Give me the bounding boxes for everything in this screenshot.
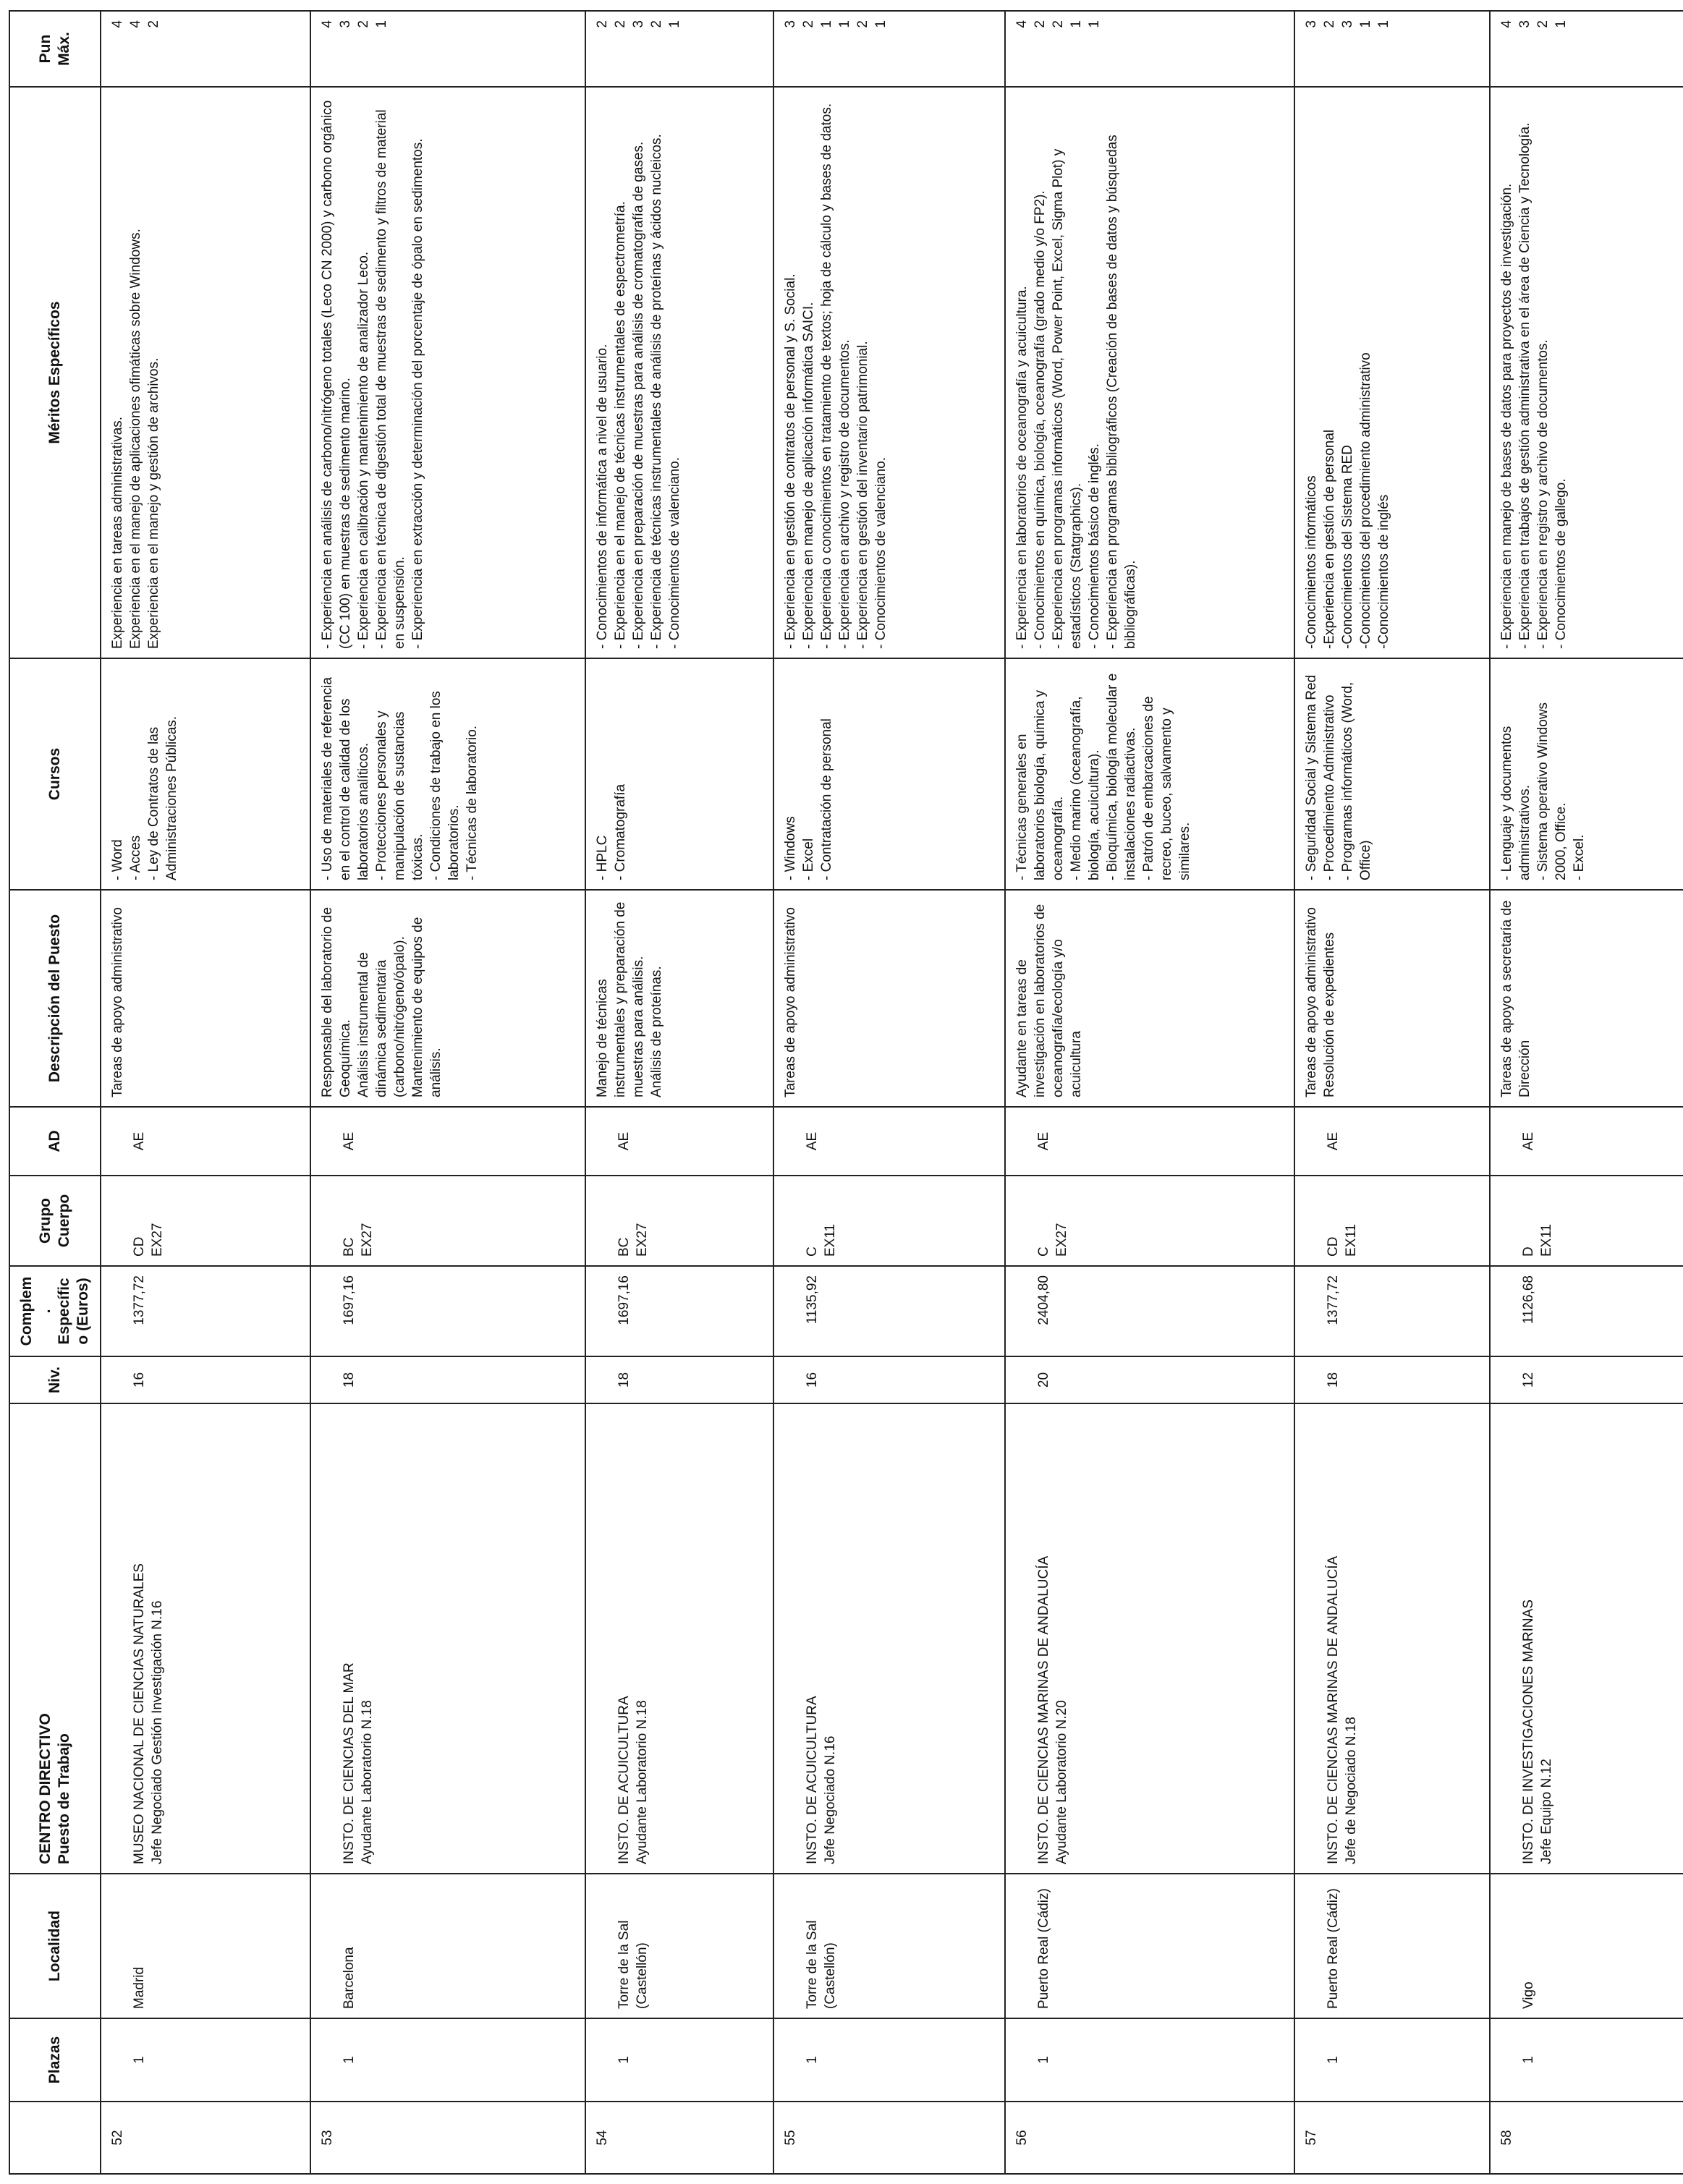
merito-item: - Experiencia en análisis de carbono/nitrógeno totales (Leco CN 2000) y carbono orgánico (CC 100) en muestras de sedimento marino.: [320, 100, 353, 649]
grupo-value: C: [1036, 1246, 1051, 1257]
puntos-value: 2: [613, 20, 628, 28]
puntos-value: 1: [667, 20, 682, 28]
puntos-value: 1: [819, 20, 834, 28]
puntos-value: 2: [1033, 20, 1048, 28]
puesto-name: Ayudante Laboratorio N.18: [635, 1700, 650, 1864]
puntos-cell: [585, 11, 773, 87]
row-number: 58: [1490, 2102, 1683, 2174]
merito-item: - Conocimientos de valenciano.: [667, 456, 682, 649]
localidad-cell: Puerto Real (Cádiz): [1005, 1874, 1294, 2018]
row-number: 53: [310, 2102, 585, 2174]
ad-cell: AE: [1005, 1107, 1294, 1176]
cuerpo-value: EX27: [360, 1223, 375, 1257]
ad-cell: AE: [585, 1107, 773, 1176]
cuerpo-value: EX11: [1539, 1223, 1554, 1257]
descripcion-line: Responsable del laboratorio de Geoquímica.: [320, 906, 353, 1097]
centro-puesto-cell: [773, 1403, 1005, 1874]
table-row: [773, 11, 1005, 2174]
descripcion-line: Tareas de apoyo administrativo: [783, 907, 798, 1097]
grupo-cuerpo-cell: [773, 1176, 1005, 1266]
curso-item: - Sistema operativo Windows 2000, Office.: [1535, 702, 1569, 880]
puntos-value: 3: [1517, 20, 1532, 28]
cuerpo-value: EX11: [1344, 1223, 1359, 1257]
puntos-cell: [101, 11, 310, 87]
puesto-name: Ayudante Laboratorio N.20: [1054, 1700, 1069, 1864]
complemento-cell: 2404,80: [1005, 1266, 1294, 1356]
puntos-value: 2: [1322, 20, 1337, 28]
merito-item: - Experiencia en preparación de muestras para análisis de cromatografía de gases.: [631, 141, 646, 649]
curso-item: - Ley de Contratos de las Administraciones Públicas.: [146, 715, 179, 880]
puntos-value: 1: [1087, 20, 1102, 28]
cuerpo-value: EX11: [823, 1223, 838, 1257]
meritos-cell: [1294, 87, 1490, 658]
table-body: [101, 11, 1683, 2174]
descripcion-cell: [1294, 890, 1490, 1107]
complemento-cell: 1697,16: [310, 1266, 585, 1356]
curso-item: - Excel.: [1572, 834, 1587, 880]
meritos-cell: [1005, 87, 1294, 658]
descripcion-cell: [101, 890, 310, 1107]
merito-item: Experiencia en el manejo de aplicaciones ofimáticas sobre Windows.: [128, 229, 143, 649]
meritos-cell: [1490, 87, 1683, 658]
merito-item: - Experiencia en registro y archivo de documentos.: [1535, 339, 1551, 649]
descripcion-line: Tareas de apoyo administrativo: [110, 907, 125, 1097]
puntos-value: 4: [1499, 20, 1514, 28]
meritos-cell: [773, 87, 1005, 658]
merito-item: -Experiencia en gestión de personal: [1322, 429, 1337, 649]
puntos-value: 3: [1340, 20, 1355, 28]
puntos-value: 2: [1535, 20, 1551, 28]
ad-cell: AE: [101, 1107, 310, 1176]
table-row: [310, 11, 585, 2174]
merito-item: Experiencia en el manejo y gestión de archivos.: [146, 357, 161, 649]
merito-item: - Experiencia en manejo de bases de datos para proyectos de investigación.: [1499, 183, 1514, 649]
header-number: [9, 2102, 101, 2174]
grupo-cuerpo-cell: [1294, 1176, 1490, 1266]
complemento-cell: 1697,16: [585, 1266, 773, 1356]
row-number: 57: [1294, 2102, 1490, 2174]
grupo-cuerpo-cell: [101, 1176, 310, 1266]
nivel-cell: 18: [310, 1356, 585, 1403]
header-nivel: Niv.: [9, 1356, 101, 1403]
curso-item: - Protecciones personales y manipulación de sustancias tóxicas.: [374, 710, 425, 880]
curso-item: - Bioquímica, biología molecular e instalaciones radiactivas.: [1105, 673, 1138, 880]
table-row: [1490, 11, 1683, 2174]
curso-item: - Programas informáticos (Word, Office): [1340, 681, 1373, 880]
plazas-cell: 1: [1490, 2018, 1683, 2102]
grupo-value: BC: [342, 1237, 357, 1257]
grupo-value: BC: [616, 1237, 632, 1257]
puesto-name: Jefe de Negociado N.18: [1344, 1717, 1359, 1864]
grupo-cuerpo-cell: [1490, 1176, 1683, 1266]
curso-item: - Medio marino (oceanografía, biología, acuicultura).: [1069, 696, 1102, 880]
centro-puesto-cell: [101, 1403, 310, 1874]
curso-item: - Seguridad Social y Sistema Red: [1304, 674, 1319, 880]
curso-item: - HPLC: [595, 835, 610, 880]
row-number: 52: [101, 2102, 310, 2174]
descripcion-line: Resolución de expedientes: [1322, 932, 1337, 1097]
plazas-cell: 1: [585, 2018, 773, 2102]
puntos-value: 2: [1051, 20, 1066, 28]
merito-item: - Experiencia en extracción y determinación del porcentaje de ópalo en sedimentos.: [410, 138, 425, 649]
puntos-value: 1: [873, 20, 889, 28]
plazas-cell: 1: [1005, 2018, 1294, 2102]
curso-item: - Patrón de embarcaciones de recreo, buceo, salvamento y similares.: [1141, 696, 1192, 880]
curso-item: - Word: [110, 839, 125, 880]
centro-name: INSTO. DE INVESTIGACIONES MARINAS: [1521, 1599, 1536, 1864]
row-number: 56: [1005, 2102, 1294, 2174]
curso-item: - Windows: [783, 816, 798, 880]
merito-item: - Experiencia en gestión de contratos de personal y S. Social.: [783, 273, 798, 649]
meritos-cell: [310, 87, 585, 658]
puntos-cell: [1490, 11, 1683, 87]
plazas-cell: 1: [1294, 2018, 1490, 2102]
curso-item: - Contratación de personal: [819, 718, 834, 880]
puntos-value: 3: [783, 20, 798, 28]
nivel-cell: 16: [773, 1356, 1005, 1403]
puntos-value: 1: [1358, 20, 1373, 28]
centro-puesto-cell: [1490, 1403, 1683, 1874]
cursos-cell: [1294, 658, 1490, 890]
job-positions-table: [9, 10, 1683, 2175]
header-meritos: Méritos Específicos: [9, 87, 101, 658]
puntos-value: 4: [1014, 20, 1030, 28]
header-row: [9, 11, 101, 2174]
puesto-name: Jefe Equipo N.12: [1539, 1759, 1554, 1864]
curso-item: - Uso de materiales de referencia en el control de calidad de los laboratorios analíticos.: [320, 677, 371, 880]
header-ad: AD: [9, 1107, 101, 1176]
centro-puesto-cell: [1294, 1403, 1490, 1874]
grupo-cuerpo-cell: [1005, 1176, 1294, 1266]
curso-item: - Lenguaje y documentos administrativos.: [1499, 726, 1532, 880]
row-number: 54: [585, 2102, 773, 2174]
descripcion-line: Mantenimiento de equipos de análisis.: [410, 917, 444, 1097]
merito-item: - Conocimientos de gallego.: [1553, 478, 1569, 649]
merito-item: - Experiencia en trabajos de gestión administrativa en el área de Ciencia y Tecnología.: [1517, 122, 1532, 649]
header-plazas: Plazas: [9, 2018, 101, 2102]
centro-puesto-cell: [585, 1403, 773, 1874]
curso-item: - Procedimiento Administrativo: [1322, 694, 1337, 880]
merito-item: -Conocimientos de inglés: [1376, 494, 1391, 649]
puntos-value: 1: [837, 20, 852, 28]
centro-name: INSTO. DE CIENCIAS MARINAS DE ANDALUCÍA: [1326, 1555, 1341, 1864]
puntos-value: 2: [595, 20, 610, 28]
meritos-cell: [101, 87, 310, 658]
descripcion-cell: [1490, 890, 1683, 1107]
merito-item: - Experiencia en el manejo de técnicas instrumentales de espectrometría.: [613, 201, 628, 649]
curso-item: - Acces: [128, 835, 143, 880]
descripcion-cell: [1005, 890, 1294, 1107]
puntos-value: 1: [1069, 20, 1084, 28]
grupo-value: CD: [1326, 1236, 1341, 1257]
merito-item: - Conocimientos básico de inglés.: [1087, 443, 1102, 649]
puesto-name: Ayudante Laboratorio N.18: [360, 1700, 375, 1864]
merito-item: - Experiencia en manejo de aplicación informática SAICI.: [801, 302, 816, 649]
cursos-cell: [773, 658, 1005, 890]
meritos-cell: [585, 87, 773, 658]
descripcion-cell: [773, 890, 1005, 1107]
plazas-cell: 1: [310, 2018, 585, 2102]
curso-item: - Excel: [801, 838, 816, 880]
descripcion-cell: [310, 890, 585, 1107]
puesto-name: Jefe Negociado N.16: [823, 1735, 838, 1864]
header-puntos: Pun Máx.: [9, 11, 101, 87]
plazas-cell: 1: [101, 2018, 310, 2102]
descripcion-line: Manejo de técnicas instrumentales y preparación de muestras para análisis.: [595, 901, 646, 1097]
merito-item: - Experiencia de técnicas instrumentales de análisis de proteínas y ácidos nucleicos.: [649, 134, 664, 649]
merito-item: -Conocimientos del Sistema RED: [1340, 445, 1355, 649]
nivel-cell: 12: [1490, 1356, 1683, 1403]
descripcion-line: Análisis de proteínas.: [649, 966, 664, 1097]
curso-item: - Condiciones de trabajo en los laboratorios.: [428, 691, 462, 880]
merito-item: -Conocimientos del procedimiento administrativo: [1358, 352, 1373, 649]
centro-name: INSTO. DE CIENCIAS MARINAS DE ANDALUCÍA: [1036, 1555, 1051, 1864]
ad-cell: AE: [310, 1107, 585, 1176]
descripcion-line: Análisis instrumental de dinámica sedimentaria (carbono/nitrógeno/ópalo).: [356, 936, 407, 1097]
header-descripcion: Descripción del Puesto: [9, 890, 101, 1107]
puntos-value: 1: [1553, 20, 1569, 28]
puntos-value: 3: [631, 20, 646, 28]
puntos-value: 2: [356, 20, 371, 28]
centro-name: INSTO. DE ACUICULTURA: [805, 1696, 820, 1864]
table-row: [1294, 11, 1490, 2174]
header-grupo: Grupo Cuerpo: [9, 1176, 101, 1266]
nivel-cell: 16: [101, 1356, 310, 1403]
centro-name: MUSEO NACIONAL DE CIENCIAS NATURALES: [132, 1563, 147, 1864]
cursos-cell: [585, 658, 773, 890]
grupo-value: CD: [132, 1236, 147, 1257]
puntos-value: 1: [374, 20, 389, 28]
merito-item: - Experiencia en programas informáticos (Word, Power Point, Excel, Sigma Plot) y estadísticos (Statgraphics).: [1051, 148, 1084, 649]
header-cursos: Cursos: [9, 658, 101, 890]
descripcion-cell: [585, 890, 773, 1107]
merito-item: - Experiencia en calibración y mantenimiento de analizador Leco.: [356, 251, 371, 649]
complemento-cell: 1377,72: [1294, 1266, 1490, 1356]
cuerpo-value: EX27: [635, 1223, 650, 1257]
table-row: [585, 11, 773, 2174]
localidad-cell: Puerto Real (Cádiz): [1294, 1874, 1490, 2018]
cursos-cell: [101, 658, 310, 890]
grupo-value: C: [805, 1246, 820, 1257]
merito-item: - Conocimientos en química, biología, oceanografía (grado medio y/o FP2).: [1033, 190, 1048, 649]
curso-item: - Técnicas de laboratorio.: [465, 725, 480, 880]
table-row: [101, 11, 310, 2174]
descripcion-line: Ayudante en tareas de investigación en laboratorios de oceanografía/ecología y/o acuicultura: [1014, 904, 1084, 1097]
merito-item: - Experiencia en técnica de digestión total de muestras de sedimento y filtros de material en suspensión.: [374, 109, 407, 649]
centro-name: INSTO. DE CIENCIAS DEL MAR: [342, 1662, 357, 1864]
header-localidad: Localidad: [9, 1874, 101, 2018]
ad-cell: AE: [1490, 1107, 1683, 1176]
grupo-cuerpo-cell: [585, 1176, 773, 1266]
rotated-table-wrapper: [9, 12, 1673, 2175]
nivel-cell: 18: [1294, 1356, 1490, 1403]
complemento-cell: 1135,92: [773, 1266, 1005, 1356]
puntos-value: 1: [1376, 20, 1391, 28]
localidad-cell: Torre de la Sal (Castellón): [585, 1874, 773, 2018]
cursos-cell: [310, 658, 585, 890]
cuerpo-value: EX27: [150, 1223, 165, 1257]
puntos-cell: [310, 11, 585, 87]
merito-item: - Experiencia en archivo y registro de documentos.: [837, 339, 852, 649]
row-number: 55: [773, 2102, 1005, 2174]
puntos-cell: [773, 11, 1005, 87]
puntos-value: 2: [801, 20, 816, 28]
puntos-value: 3: [1304, 20, 1319, 28]
nivel-cell: 20: [1005, 1356, 1294, 1403]
puntos-value: 4: [128, 20, 143, 28]
grupo-cuerpo-cell: [310, 1176, 585, 1266]
localidad-cell: Barcelona: [310, 1874, 585, 2018]
puntos-cell: [1294, 11, 1490, 87]
localidad-cell: Torre de la Sal (Castellón): [773, 1874, 1005, 2018]
descripcion-line: Tareas de apoyo administrativo: [1304, 907, 1319, 1097]
cursos-cell: [1005, 658, 1294, 890]
merito-item: - Conocimientos de valenciano.: [873, 456, 889, 649]
nivel-cell: 18: [585, 1356, 773, 1403]
puesto-name: Jefe Negociado Gestión Investigación N.16: [150, 1600, 165, 1864]
curso-item: - Cromatografía: [613, 783, 628, 880]
ad-cell: AE: [1294, 1107, 1490, 1176]
cursos-cell: [1490, 658, 1683, 890]
header-centro-puesto: [9, 1403, 101, 1874]
localidad-cell: Madrid: [101, 1874, 310, 2018]
localidad-cell: Vigo: [1490, 1874, 1683, 2018]
puntos-value: 2: [855, 20, 870, 28]
puntos-value: 2: [146, 20, 161, 28]
ad-cell: AE: [773, 1107, 1005, 1176]
puntos-value: 2: [649, 20, 664, 28]
header-puesto: Puesto de Trabajo: [56, 1733, 72, 1864]
merito-item: - Experiencia en gestión del inventario patrimonial.: [855, 341, 870, 649]
merito-item: - Experiencia o conocimientos en tratamiento de textos; hoja de cálculo y bases de datos.: [819, 103, 834, 649]
merito-item: Experiencia en tareas administrativas.: [110, 416, 125, 649]
merito-item: - Conocimientos de informática a nivel de usuario.: [595, 344, 610, 649]
centro-puesto-cell: [310, 1403, 585, 1874]
descripcion-line: Tareas de apoyo a secretaría de Dirección: [1499, 900, 1532, 1097]
table-row: [1005, 11, 1294, 2174]
puntos-value: 4: [110, 20, 125, 28]
puntos-value: 4: [320, 20, 335, 28]
plazas-cell: 1: [773, 2018, 1005, 2102]
centro-name: INSTO. DE ACUICULTURA: [616, 1696, 632, 1864]
merito-item: - Experiencia en programas bibliográficos (Creación de bases de datos y búsquedas bibliográficas).: [1105, 135, 1138, 649]
merito-item: -Conocimientos informáticos: [1304, 475, 1319, 649]
centro-puesto-cell: [1005, 1403, 1294, 1874]
merito-item: - Experiencia en laboratorios de oceanografía y acuicultura.: [1014, 286, 1030, 649]
header-complemento: Complem. Específico (Euros): [9, 1266, 101, 1356]
puntos-cell: [1005, 11, 1294, 87]
puntos-value: 3: [338, 20, 353, 28]
header-centro: CENTRO DIRECTIVO: [37, 1713, 54, 1864]
curso-item: - Técnicas generales en laboratorios biología, química y oceanografía.: [1014, 690, 1066, 880]
complemento-cell: 1377,72: [101, 1266, 310, 1356]
grupo-value: D: [1521, 1246, 1536, 1257]
complemento-cell: 1126,68: [1490, 1266, 1683, 1356]
cuerpo-value: EX27: [1054, 1223, 1069, 1257]
